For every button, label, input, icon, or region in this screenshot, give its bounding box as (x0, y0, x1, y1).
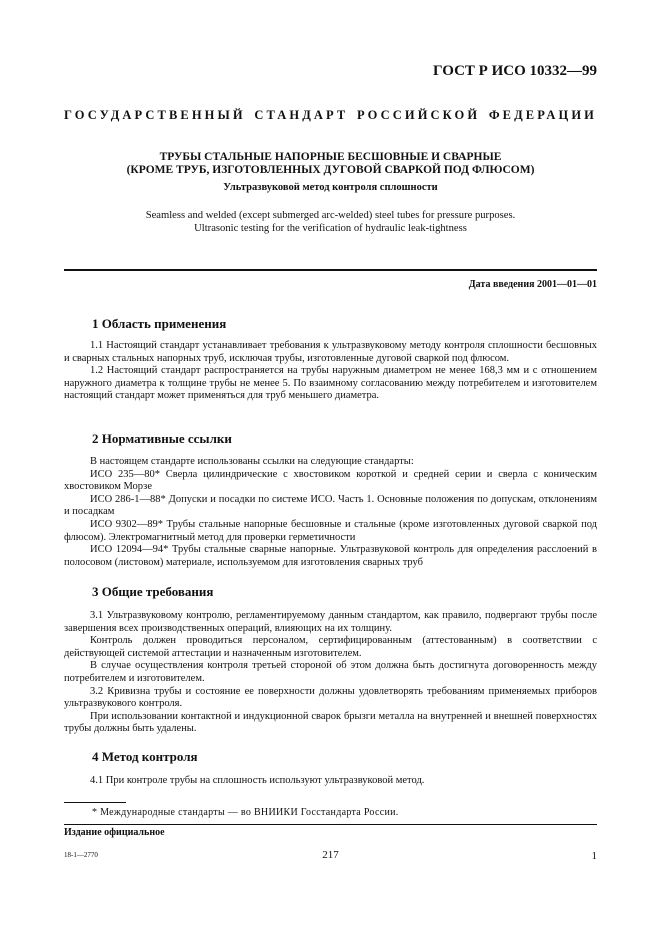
paragraph: ИСО 12094—94* Трубы стальные сварные напорные. Ультразвуковой контроль для определения расслоений в полосовом (листовом) материале, используемом для изготовления сварных труб (64, 544, 597, 568)
paragraph: 4.1 При контроле трубы на сплошность используют ультразвуковой метод. (90, 775, 425, 786)
header-word: СТАНДАРТ (254, 108, 349, 122)
paragraph: ИСО 235—80* Сверла цилиндрические с хвостовиком короткой и средней серии и сверла с коническим хвостовиком Морзе (64, 468, 597, 493)
section-body (64, 456, 597, 569)
title-divider (64, 269, 597, 271)
standard-code: ГОСТ Р ИСО 10332—99 (433, 63, 597, 79)
document-title-ru (64, 151, 597, 177)
paragraph: При использовании контактной и индукционной сварок брызги металла на внутренней и внешней поверхностях трубы должны быть удалены. (64, 710, 597, 735)
title-ru-line: (КРОМЕ ТРУБ, ИЗГОТОВЛЕННЫХ ДУГОВОЙ СВАРКОЙ ПОД ФЛЮСОМ) (126, 164, 535, 176)
paragraph: В настоящем стандарте использованы ссылки на следующие стандарты: (90, 456, 414, 467)
document-title-en (64, 209, 597, 235)
paragraph: 3.1 Ультразвуковому контролю, регламентируемому данным стандартом, как правило, подвергают трубы после завершения всех производственных операций, влияющих на их толщину. (64, 610, 597, 634)
state-standard-header (64, 108, 597, 123)
paragraph: 1.2 Настоящий стандарт распространяется на трубы наружным диаметром не менее 168,3 мм и с отношением наружного диаметра к толщине трубы не менее 5. По взаимному согласованию между потребителем и изготовителем настоящий стандарт может применяться для труб меньшего диаметра. (64, 365, 597, 402)
footer-divider (64, 824, 597, 825)
section-heading: 2 Нормативные ссылки (92, 431, 232, 446)
paragraph: 3.2 Кривизна трубы и состояние ее поверхности должны удовлетворять требованиям применяемых приборов ультразвукового контроля. (64, 685, 597, 710)
footnote: * Международные стандарты — во ВНИИКИ Госстандарта России. (92, 807, 399, 818)
section-body (64, 610, 597, 736)
page-number: 217 (322, 849, 339, 861)
document-subtitle-ru: Ультразвуковой метод контроля сплошности (223, 182, 438, 193)
header-word: ФЕДЕРАЦИИ (488, 108, 597, 122)
title-en-line: Ultrasonic testing for the verification of hydraulic leak-tightness (194, 223, 467, 234)
section-heading: 1 Область применения (92, 316, 227, 331)
page-index: 1 (591, 850, 597, 862)
section-heading: 3 Общие требования (92, 584, 214, 599)
paragraph: Контроль должен проводиться персоналом, сертифицированным (аттестованным) в соответствии с действующей системой аттестации и назначенным изготовителем. (64, 635, 597, 659)
paragraph: 1.1 Настоящий стандарт устанавливает требования к ультразвуковому методу контроля сплошности бесшовных и сварных стальных напорных труб, исключая трубы, изготовленные дуговой сваркой под флюсом. (64, 340, 597, 364)
paragraph: В случае осуществления контроля третьей стороной об этом должна быть достигнута договоренность между потребителем и изготовителем. (64, 660, 597, 684)
title-ru-line: ТРУБЫ СТАЛЬНЫЕ НАПОРНЫЕ БЕСШОВНЫЕ И СВАРНЫЕ (159, 151, 502, 163)
header-word: ГОСУДАРСТВЕННЫЙ (64, 108, 246, 122)
edition-label: Издание официальное (64, 827, 165, 838)
section-body (64, 340, 597, 403)
section-heading: 4 Метод контроля (92, 749, 198, 764)
footnote-divider (64, 802, 126, 803)
section-body (64, 775, 597, 788)
paragraph: ИСО 9302—89* Трубы стальные напорные бесшовные и стальные (кроме изготовленных дуговой сваркой под флюсом). Электромагнитный метод для проверки герметичности (64, 518, 597, 543)
introduction-date: Дата введения 2001—01—01 (468, 279, 597, 290)
paragraph: ИСО 286-1—88* Допуски и посадки по системе ИСО. Часть 1. Основные положения по допускам, отклонениям и посадкам (64, 493, 597, 518)
header-word: РОССИЙСКОЙ (357, 108, 481, 122)
print-code: 18-1—2770 (64, 851, 98, 859)
title-en-line: Seamless and welded (except submerged arc-welded) steel tubes for pressure purposes. (145, 210, 516, 221)
